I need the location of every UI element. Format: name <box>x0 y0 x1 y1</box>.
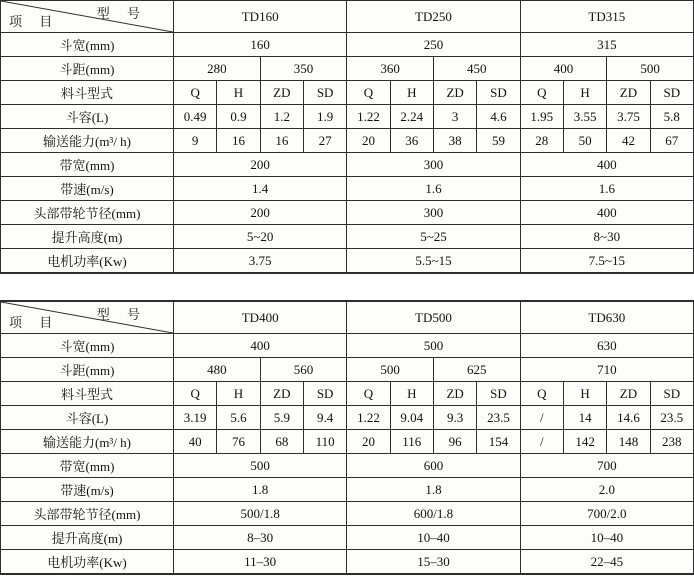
row-label-cell: 带宽(mm) <box>1 454 174 478</box>
data-cell: 450 <box>433 57 520 81</box>
data-cell: SD <box>303 382 346 406</box>
row-label-cell: 带速(m/s) <box>1 177 174 201</box>
data-cell: 15–30 <box>347 550 520 575</box>
data-cell: 28 <box>520 129 563 153</box>
data-cell: 200 <box>174 201 347 225</box>
data-cell: 36 <box>390 129 433 153</box>
data-cell: 3.55 <box>563 105 606 129</box>
data-cell: 76 <box>217 430 260 454</box>
corner-model-label: 型 号 <box>96 307 147 322</box>
model-cell: TD250 <box>347 1 520 33</box>
row-bucket-type <box>1 81 694 105</box>
data-cell: 630 <box>520 334 693 358</box>
spec-table-td160-td315 <box>0 0 694 274</box>
row-label-cell: 带速(m/s) <box>1 478 174 502</box>
row-bucket-pitch <box>1 358 694 382</box>
data-cell: 0.9 <box>217 105 260 129</box>
data-cell: / <box>520 430 563 454</box>
data-cell: ZD <box>607 382 650 406</box>
data-cell: 500/1.8 <box>174 502 347 526</box>
data-cell: 400 <box>520 57 607 81</box>
data-cell: 600/1.8 <box>347 502 520 526</box>
data-cell: H <box>217 81 260 105</box>
data-cell: Q <box>347 382 390 406</box>
data-cell: / <box>520 406 563 430</box>
data-cell: 3.19 <box>174 406 217 430</box>
row-label-cell: 电机功率(Kw) <box>1 249 174 274</box>
data-cell: 5.8 <box>650 105 693 129</box>
data-cell: 5.6 <box>217 406 260 430</box>
row-label-cell: 斗距(mm) <box>1 358 174 382</box>
row-bucket-pitch <box>1 57 694 81</box>
data-cell: 1.6 <box>347 177 520 201</box>
data-cell: 1.8 <box>174 478 347 502</box>
data-cell: Q <box>520 382 563 406</box>
data-cell: H <box>390 382 433 406</box>
data-cell: 9 <box>174 129 217 153</box>
row-label-cell: 电机功率(Kw) <box>1 550 174 575</box>
data-cell: SD <box>477 382 520 406</box>
corner-item-label: 项 目 <box>9 14 60 29</box>
row-label-cell: 头部带轮节径(mm) <box>1 201 174 225</box>
data-cell: 14 <box>563 406 606 430</box>
data-cell: 22–45 <box>520 550 693 575</box>
data-cell: 3.75 <box>607 105 650 129</box>
corner-item-label: 项 目 <box>9 315 60 330</box>
row-label-cell: 斗宽(mm) <box>1 334 174 358</box>
data-cell: 500 <box>174 454 347 478</box>
data-cell: 315 <box>520 33 693 57</box>
data-cell: 110 <box>303 430 346 454</box>
model-cell: TD630 <box>520 301 693 334</box>
row-conveying-capacity <box>1 430 694 454</box>
data-cell: ZD <box>433 382 476 406</box>
data-cell: 11–30 <box>174 550 347 575</box>
data-cell: 9.3 <box>433 406 476 430</box>
data-cell: 116 <box>390 430 433 454</box>
corner-model-label: 型 号 <box>96 6 147 21</box>
data-cell: 20 <box>347 430 390 454</box>
data-cell: 23.5 <box>650 406 693 430</box>
data-cell: 625 <box>433 358 520 382</box>
data-cell: ZD <box>260 382 303 406</box>
data-cell: 250 <box>347 33 520 57</box>
data-cell: 480 <box>174 358 261 382</box>
row-motor-power <box>1 550 694 575</box>
data-cell: SD <box>650 81 693 105</box>
row-bucket-capacity <box>1 406 694 430</box>
data-cell: 27 <box>303 129 346 153</box>
row-conveying-capacity <box>1 129 694 153</box>
row-label-cell: 提升高度(m) <box>1 526 174 550</box>
data-cell: H <box>390 81 433 105</box>
data-cell: ZD <box>260 81 303 105</box>
data-cell: 300 <box>347 201 520 225</box>
data-cell: 7.5~15 <box>520 249 693 274</box>
data-cell: 300 <box>347 153 520 177</box>
header-row <box>1 301 694 334</box>
data-cell: SD <box>303 81 346 105</box>
data-cell: 14.6 <box>607 406 650 430</box>
data-cell: 400 <box>174 334 347 358</box>
data-cell: 700/2.0 <box>520 502 693 526</box>
data-cell: 5.5~15 <box>347 249 520 274</box>
data-cell: 1.8 <box>347 478 520 502</box>
data-cell: 10–40 <box>520 526 693 550</box>
row-belt-width <box>1 454 694 478</box>
data-cell: ZD <box>607 81 650 105</box>
data-cell: 148 <box>607 430 650 454</box>
row-label-cell: 输送能力(m³/ h) <box>1 430 174 454</box>
data-cell: 280 <box>174 57 261 81</box>
row-lift-height <box>1 526 694 550</box>
row-head-pulley <box>1 201 694 225</box>
data-cell: 38 <box>433 129 476 153</box>
data-cell: 9.04 <box>390 406 433 430</box>
data-cell: 42 <box>607 129 650 153</box>
data-cell: 710 <box>520 358 693 382</box>
data-cell: Q <box>347 81 390 105</box>
data-cell: Q <box>520 81 563 105</box>
data-cell: 8–30 <box>174 526 347 550</box>
data-cell: 4.6 <box>477 105 520 129</box>
model-cell: TD315 <box>520 1 693 33</box>
row-label-cell: 料斗型式 <box>1 81 174 105</box>
data-cell: 67 <box>650 129 693 153</box>
spec-table-td400-td630 <box>0 300 694 575</box>
row-label-cell: 斗距(mm) <box>1 57 174 81</box>
row-belt-width <box>1 153 694 177</box>
data-cell: 50 <box>563 129 606 153</box>
data-cell: 238 <box>650 430 693 454</box>
data-cell: 59 <box>477 129 520 153</box>
data-cell: 0.49 <box>174 105 217 129</box>
data-cell: 5~25 <box>347 225 520 249</box>
row-label-cell: 提升高度(m) <box>1 225 174 249</box>
data-cell: 9.4 <box>303 406 346 430</box>
data-cell: Q <box>174 81 217 105</box>
data-cell: 160 <box>174 33 347 57</box>
row-bucket-width <box>1 33 694 57</box>
data-cell: 1.22 <box>347 406 390 430</box>
data-cell: 400 <box>520 201 693 225</box>
data-cell: 560 <box>260 358 347 382</box>
data-cell: 20 <box>347 129 390 153</box>
data-cell: 400 <box>520 153 693 177</box>
data-cell: 40 <box>174 430 217 454</box>
data-cell: 5.9 <box>260 406 303 430</box>
data-cell: 3.75 <box>174 249 347 274</box>
data-cell: 350 <box>260 57 347 81</box>
model-cell: TD160 <box>174 1 347 33</box>
data-cell: H <box>563 382 606 406</box>
data-cell: SD <box>650 382 693 406</box>
data-cell: 1.9 <box>303 105 346 129</box>
data-cell: SD <box>477 81 520 105</box>
data-cell: 68 <box>260 430 303 454</box>
row-label-cell: 头部带轮节径(mm) <box>1 502 174 526</box>
data-cell: 700 <box>520 454 693 478</box>
data-cell: 1.22 <box>347 105 390 129</box>
corner-header-cell <box>1 301 174 334</box>
row-label-cell: 斗容(L) <box>1 105 174 129</box>
row-lift-height <box>1 225 694 249</box>
row-label-cell: 输送能力(m³/ h) <box>1 129 174 153</box>
data-cell: 500 <box>347 334 520 358</box>
data-cell: 142 <box>563 430 606 454</box>
data-cell: 5~20 <box>174 225 347 249</box>
data-cell: 3 <box>433 105 476 129</box>
row-bucket-capacity <box>1 105 694 129</box>
model-cell: TD500 <box>347 301 520 334</box>
model-cell: TD400 <box>174 301 347 334</box>
row-belt-speed <box>1 177 694 201</box>
row-head-pulley <box>1 502 694 526</box>
header-row <box>1 1 694 33</box>
data-cell: 2.24 <box>390 105 433 129</box>
data-cell: 1.95 <box>520 105 563 129</box>
data-cell: 2.0 <box>520 478 693 502</box>
data-cell: 600 <box>347 454 520 478</box>
row-bucket-type <box>1 382 694 406</box>
data-cell: 23.5 <box>477 406 520 430</box>
row-motor-power <box>1 249 694 274</box>
row-belt-speed <box>1 478 694 502</box>
data-cell: H <box>217 382 260 406</box>
row-label-cell: 料斗型式 <box>1 382 174 406</box>
row-label-cell: 斗容(L) <box>1 406 174 430</box>
data-cell: 154 <box>477 430 520 454</box>
row-label-cell: 斗宽(mm) <box>1 33 174 57</box>
data-cell: H <box>563 81 606 105</box>
data-cell: 360 <box>347 57 434 81</box>
data-cell: 96 <box>433 430 476 454</box>
data-cell: 200 <box>174 153 347 177</box>
data-cell: 1.4 <box>174 177 347 201</box>
corner-header-cell <box>1 1 174 33</box>
data-cell: 10–40 <box>347 526 520 550</box>
data-cell: 1.6 <box>520 177 693 201</box>
data-cell: 16 <box>260 129 303 153</box>
row-label-cell: 带宽(mm) <box>1 153 174 177</box>
data-cell: 500 <box>607 57 694 81</box>
data-cell: ZD <box>433 81 476 105</box>
data-cell: Q <box>174 382 217 406</box>
data-cell: 16 <box>217 129 260 153</box>
data-cell: 1.2 <box>260 105 303 129</box>
row-bucket-width <box>1 334 694 358</box>
data-cell: 500 <box>347 358 434 382</box>
data-cell: 8~30 <box>520 225 693 249</box>
